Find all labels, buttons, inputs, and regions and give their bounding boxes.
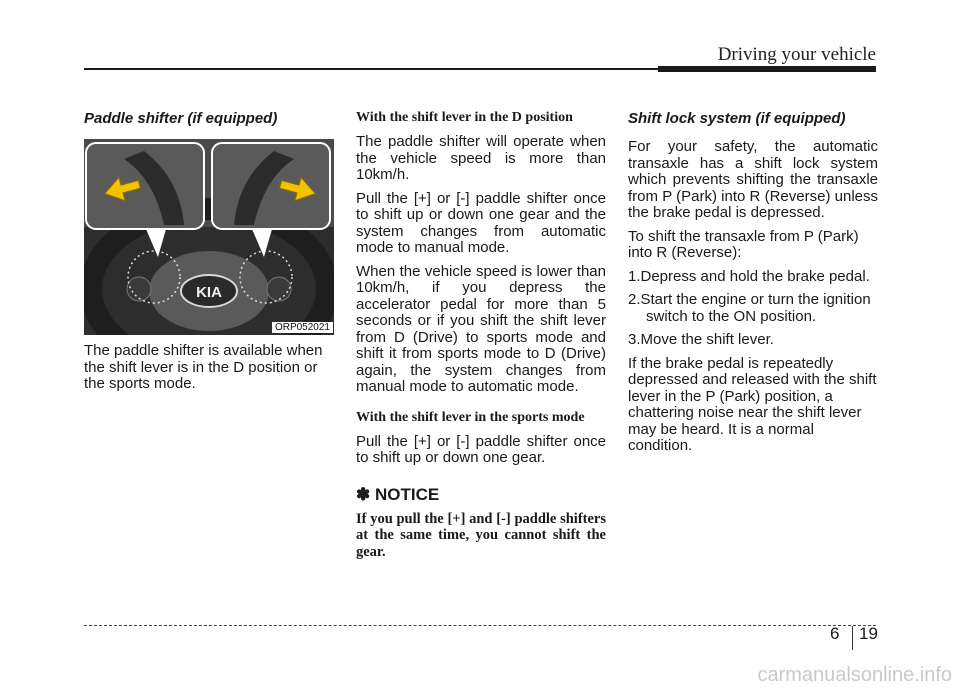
steering-wheel-illustration xyxy=(84,139,334,335)
column-shift-lock xyxy=(628,110,878,462)
paddle-shifter-description: The paddle shifter is available when the shift lever is in the D position or the sports mode. xyxy=(84,342,323,392)
d-position-para-2: Pull the [+] or [-] paddle shifter once to shift up or down one gear and the system changes from automatic mode to manual mode. xyxy=(356,189,606,256)
list-item: 1.Depress and hold the brake pedal. xyxy=(628,267,870,285)
notice-heading-text: ✽ NOTICE xyxy=(356,484,440,504)
page-number: 19 xyxy=(859,624,878,643)
paddle-shifter-heading: Paddle shifter (if equipped) xyxy=(84,110,278,127)
page-divider xyxy=(852,626,853,650)
column-paddle-shifter xyxy=(84,110,334,400)
shift-lock-para-2: To shift the transaxle from P (Park) into R (Reverse): xyxy=(628,227,859,261)
list-item: 2.Start the engine or turn the ignition switch to the ON position. xyxy=(628,291,871,325)
header-rule-accent xyxy=(658,66,876,72)
footer-rule xyxy=(84,625,876,626)
d-position-para-3: When the vehicle speed is lower than 10km/h, if you depress the accelerator pedal for more than 5 seconds or if you shift the shift lever from D (Drive) to sports mode and shift it from sports mode to D (Drive) again, the system changes from manual mode to automatic mode. xyxy=(356,262,606,395)
notice-body: If you pull the [+] and [-] paddle shifters at the same time, you cannot shift the gear. xyxy=(356,510,606,560)
shift-lock-heading: Shift lock system (if equipped) xyxy=(628,110,846,127)
notice-heading xyxy=(356,485,606,505)
d-position-heading: With the shift lever in the D position xyxy=(356,110,573,125)
chapter-number: 6 xyxy=(830,624,840,643)
figure-code: ORP052021 xyxy=(272,322,333,333)
watermark: carmanualsonline.info xyxy=(757,664,952,686)
steering-wheel-figure xyxy=(84,139,334,335)
list-item: 3.Move the shift lever. xyxy=(628,331,774,348)
sports-mode-para: Pull the [+] or [-] paddle shifter once to shift up or down one gear. xyxy=(356,432,606,466)
sports-mode-heading: With the shift lever in the sports mode xyxy=(356,409,585,425)
shift-lock-para-3: If the brake pedal is repeatedly depressed and released with the shift lever in the P (Park) position, a chattering noise near the shift lever may be heard. It is a normal condition. xyxy=(628,354,877,454)
header-rule xyxy=(84,68,664,70)
section-title: Driving your vehicle xyxy=(717,44,876,65)
svg-text:KIA: KIA xyxy=(196,284,222,301)
d-position-para-1: The paddle shifter will operate when the vehicle speed is more than 10km/h. xyxy=(356,133,606,183)
shift-lock-steps xyxy=(628,269,878,349)
column-shift-modes xyxy=(356,110,606,560)
shift-lock-para-1: For your safety, the automatic transaxle has a shift lock system which prevents shifting the transaxle from P (Park) into R (Reverse) unless the brake pedal is depressed. xyxy=(628,138,878,221)
